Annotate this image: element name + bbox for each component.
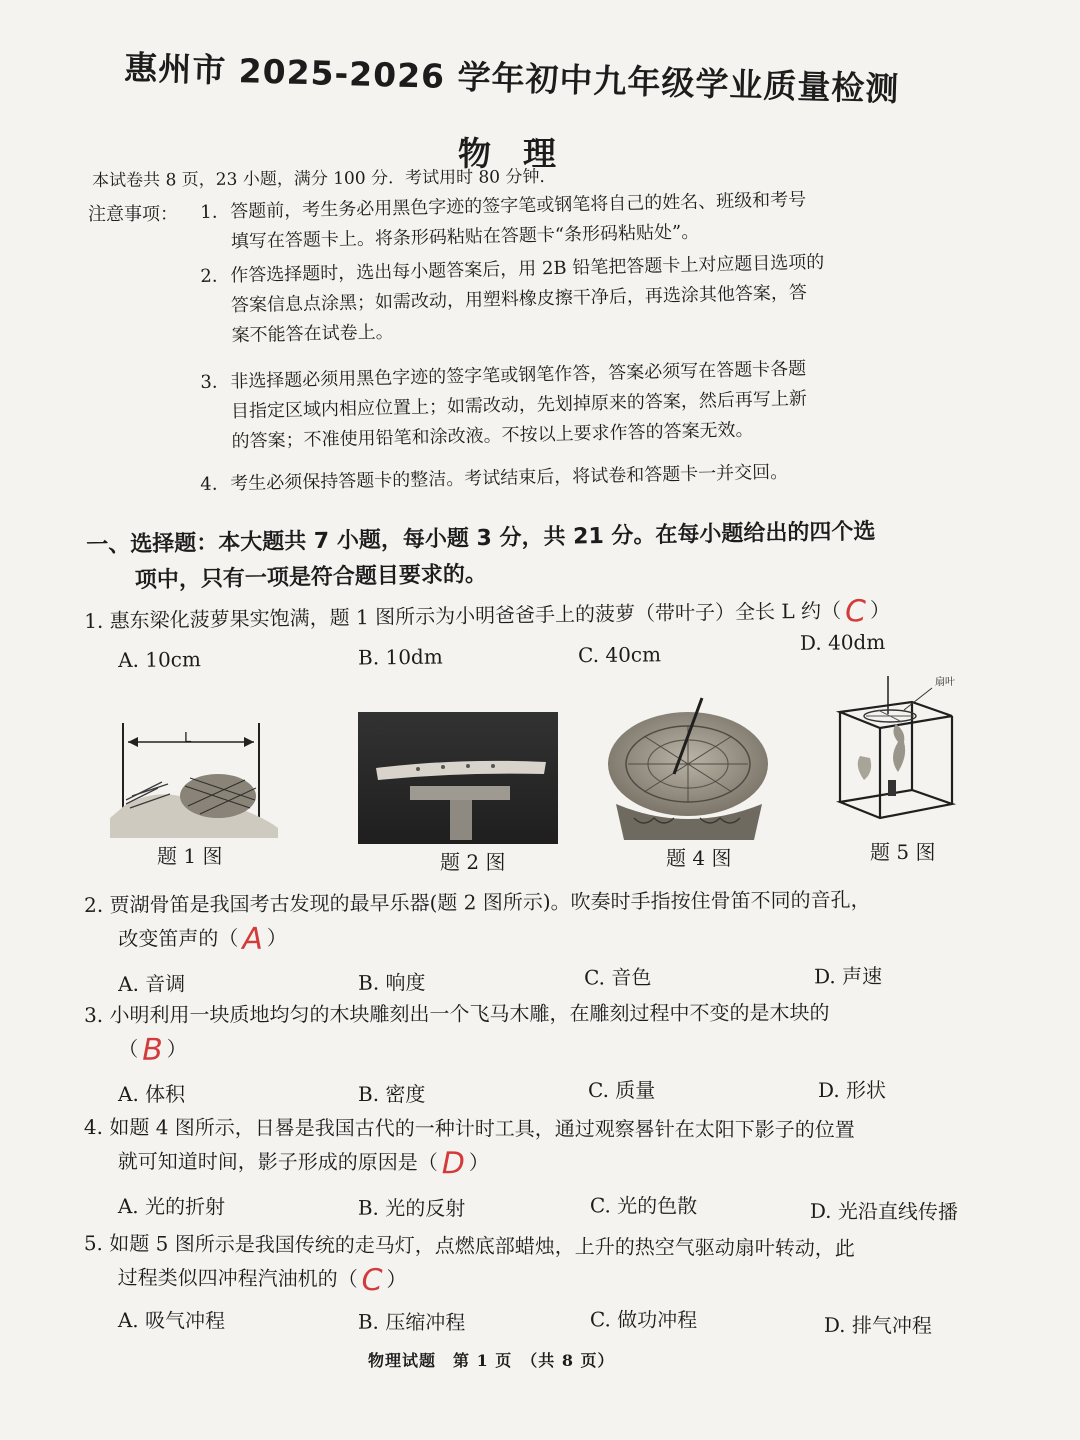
figure-5-fan-label: 扇叶	[935, 677, 955, 688]
option-b: B. 10dm	[357, 644, 443, 670]
figure-2-bone-flute	[358, 712, 558, 844]
option-b: B. 响度	[358, 970, 426, 995]
exam-info: 本试卷共 8 页，23 小题，满分 100 分．考试用时 80 分钟．	[92, 166, 557, 191]
question-4: 4. 如题 4 图所示，日晷是我国古代的一种计时工具，通过观察晷针在太阳下影子的位置 就可知道时间，影子形成的原因是（ D ）	[83, 1115, 855, 1181]
figure-1-length-label: L	[184, 731, 192, 746]
figure-4-caption: 题 4 图	[666, 846, 732, 870]
option-d: D. 40dm	[799, 629, 886, 655]
notice-item-1: 1. 答题前，考生务必用黑色字迹的签字笔或钢笔将自己的姓名、班级和考号 填写在答题卡上。将条形码粘贴在答题卡“条形码粘贴处”。	[200, 189, 807, 253]
figure-4-sundial	[604, 694, 774, 842]
option-c: C. 40cm	[577, 642, 662, 668]
figure-1-pineapple	[110, 718, 280, 838]
question-5: 5. 如题 5 图所示是我国传统的走马灯，点燃底部蜡烛，上升的热空气驱动扇叶转动，此 过程类似四冲程汽油机的（ C ）	[83, 1230, 855, 1298]
exam-title: 惠州市 2025-2026 学年初中九年级学业质量检测	[123, 47, 900, 109]
notice-item-3: 3. 非选择题必须用黑色字迹的签字笔或钢笔作答，答案必须写在答题卡各题 目指定区域内相应位置上；如需改动，先划掉原来的答案，然后再写上新 的答案；不准使用铅笔和涂改液。不按以上要求作答的答案无效。	[200, 358, 808, 453]
notice-item-4: 4. 考生必须保持答题卡的整洁。考试结束后，将试卷和答题卡一并交回。	[200, 461, 789, 495]
figure-2-caption: 题 2 图	[440, 850, 506, 874]
option-c: C. 音色	[583, 965, 652, 990]
subject-title: 物理	[458, 134, 588, 173]
handwritten-answer: C	[361, 1262, 383, 1298]
option-a: A. 吸气冲程	[117, 1307, 226, 1333]
handwritten-answer: B	[142, 1032, 163, 1068]
option-a: A. 音调	[118, 971, 186, 996]
option-a: A. 体积	[118, 1082, 186, 1106]
figure-1-caption: 题 1 图	[157, 844, 223, 868]
option-c: C. 质量	[588, 1078, 656, 1102]
notice-label: 注意事项：	[88, 204, 178, 225]
option-d: D. 光沿直线传播	[809, 1198, 958, 1224]
option-d: D. 声速	[813, 963, 883, 989]
figure-5-lantern	[832, 672, 967, 842]
page-footer: 物理试题 第 1 页 （共 8 页）	[368, 1351, 615, 1370]
option-b: B. 压缩冲程	[357, 1309, 466, 1335]
handwritten-answer: C	[844, 593, 867, 629]
handwritten-answer: A	[242, 921, 264, 957]
section-heading: 一、选择题：本大题共 7 小题，每小题 3 分，共 21 分。在每小题给出的四个选 项中，只有一项是符合题目要求的。	[86, 519, 876, 594]
figure-5-caption: 题 5 图	[870, 840, 936, 864]
option-c: C. 光的色散	[589, 1193, 698, 1219]
option-d: D. 形状	[818, 1078, 887, 1102]
option-b: B. 密度	[358, 1082, 426, 1106]
notice-item-2: 2. 作答选择题时，选出每小题答案后，用 2B 铅笔把答题卡上对应题目选项的 答案信息点涂黑；如需改动，用塑料橡皮擦干净后，再选涂其他答案，答 案不能答在试卷上。	[200, 251, 825, 347]
option-a: A. 光的折射	[117, 1193, 226, 1219]
question-2: 2. 贾湖骨笛是我国考古发现的最早乐器(题 2 图所示)。吹奏时手指按住骨笛不同的音孔， 改变笛声的（ A ）	[84, 887, 871, 957]
handwritten-answer: D	[441, 1145, 465, 1181]
question-3: 3. 小明利用一块质地均匀的木块雕刻出一个飞马木雕，在雕刻过程中不变的是木块的 （ B ）	[84, 1000, 830, 1068]
option-a: A. 10cm	[118, 647, 202, 672]
option-c: C. 做功冲程	[589, 1307, 698, 1333]
question-1: 1. 惠东梁化菠萝果实饱满，题 1 图所示为小明爸爸手上的菠萝（带叶子）全长 L 约（ C ）	[84, 593, 891, 633]
option-d: D. 排气冲程	[823, 1312, 932, 1338]
option-b: B. 光的反射	[357, 1195, 466, 1221]
